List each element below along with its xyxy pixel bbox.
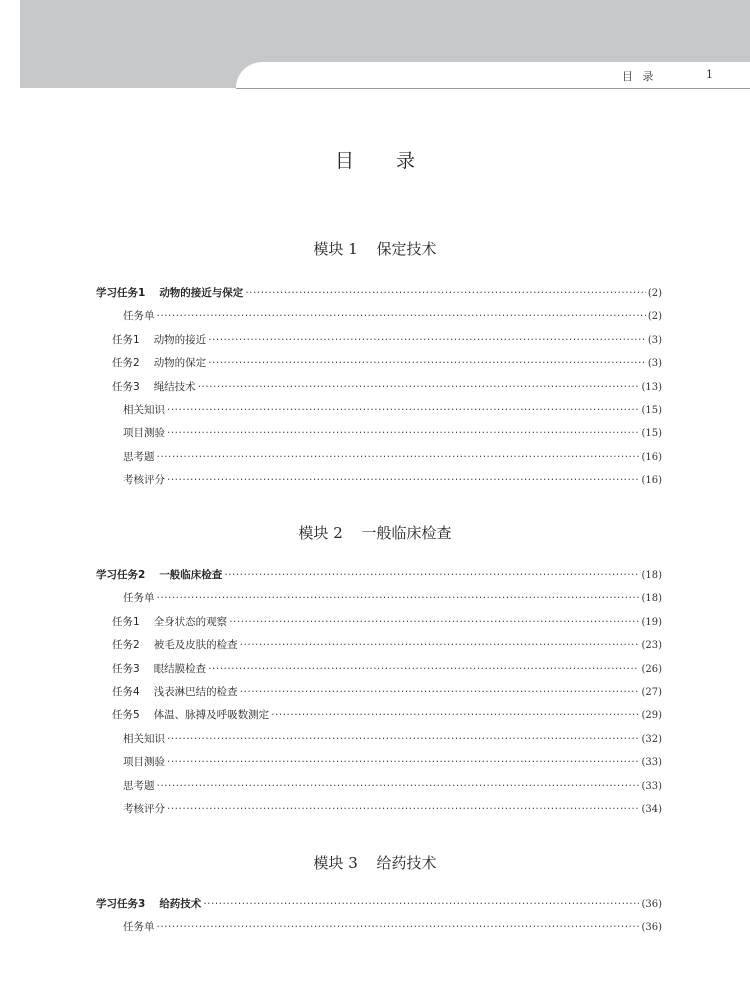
toc-module-1 (96, 285, 662, 496)
toc-entry-text: 考核评分 (123, 474, 165, 487)
dot-leader (157, 451, 640, 463)
toc-entry-page: (32) (641, 733, 662, 745)
toc-entry-page: (29) (641, 710, 662, 722)
toc-entry-page: (3) (647, 358, 662, 370)
dot-leader (203, 898, 639, 910)
toc-entry (96, 614, 662, 637)
header-rule (236, 88, 750, 89)
toc-entry (96, 896, 662, 919)
toc-entry (96, 919, 662, 942)
toc-entry-text: 任务单 (123, 310, 155, 323)
toc-entry-text: 浅表淋巴结的检查 (153, 685, 238, 698)
toc-entry-text: 绳结技术 (153, 380, 196, 393)
toc-entry-page: (15) (641, 428, 662, 440)
toc-entry-label: 任务2 (112, 357, 140, 370)
dot-leader (229, 616, 639, 628)
toc-module-2 (96, 567, 662, 824)
toc-entry-text: 一般临床检查 (159, 569, 223, 581)
module-name: 给药技术 (376, 854, 437, 872)
toc-entry (96, 332, 662, 355)
dot-leader (167, 404, 639, 416)
toc-entry-title (112, 614, 227, 629)
dot-leader (208, 357, 646, 369)
dot-leader (240, 639, 640, 651)
toc-entry-title (123, 425, 165, 440)
toc-entry-label: 任务4 (112, 685, 140, 698)
module-label: 模块 (298, 524, 329, 542)
toc-entry-text: 任务单 (123, 921, 155, 934)
dot-leader (224, 569, 639, 581)
toc-entry-text: 项目测验 (123, 427, 165, 440)
toc-entry (96, 567, 662, 590)
toc-entry-page: (2) (647, 288, 662, 299)
toc-entry-label: 学习任务2 (96, 569, 146, 581)
dot-leader (167, 474, 639, 486)
dot-leader (208, 663, 639, 675)
toc-entry-text: 动物的保定 (153, 357, 207, 370)
toc-entry-page: (33) (641, 757, 662, 769)
toc-entry (96, 801, 662, 824)
module-number: 3 (348, 854, 358, 872)
toc-entry-page: (23) (641, 640, 662, 652)
toc-entry (96, 707, 662, 730)
dot-leader (240, 686, 640, 698)
toc-entry-text: 任务单 (123, 592, 155, 605)
toc-entry (96, 590, 662, 613)
toc-entry-text: 思考题 (123, 450, 155, 463)
toc-entry-text: 眼结膜检查 (153, 662, 207, 675)
module-label: 模块 (313, 240, 344, 258)
toc-entry-title (112, 707, 269, 722)
toc-entry-page: (36) (641, 899, 662, 910)
dot-leader (271, 709, 639, 721)
toc-entry-page: (15) (641, 404, 662, 416)
dot-leader (167, 756, 639, 768)
toc-entry-title (96, 567, 222, 582)
toc-entry-label: 任务1 (112, 615, 140, 628)
module-number: 2 (333, 524, 343, 542)
toc-entry-page: (26) (641, 663, 662, 675)
toc-entry-text: 动物的接近 (153, 333, 207, 346)
toc-entry (96, 285, 662, 308)
toc-entry-page: (16) (641, 451, 662, 463)
toc-entry-text: 相关知识 (123, 403, 165, 416)
toc-entry (96, 754, 662, 777)
toc-entry-title (123, 472, 165, 487)
toc-entry-title (123, 308, 155, 323)
toc-entry-page: (18) (641, 593, 662, 605)
toc-entry (96, 778, 662, 801)
toc-entry (96, 449, 662, 472)
toc-entry-title (123, 754, 165, 769)
toc-entry-page: (36) (641, 922, 662, 934)
module-name: 一般临床检查 (361, 524, 452, 542)
toc-entry-text: 考核评分 (123, 802, 165, 815)
dot-leader (208, 334, 646, 346)
module-label: 模块 (313, 854, 344, 872)
toc-module-3 (96, 896, 662, 943)
dot-leader (198, 381, 640, 393)
module-heading-1 (0, 238, 750, 259)
toc-entry-label: 任务5 (112, 709, 140, 722)
toc-entry-text: 项目测验 (123, 756, 165, 769)
running-header-title: 目 录 (622, 70, 657, 83)
toc-entry-text: 被毛及皮肤的检查 (153, 639, 238, 652)
toc-entry-title (96, 896, 201, 911)
toc-entry-text: 思考题 (123, 779, 155, 792)
toc-entry-text: 体温、脉搏及呼吸数测定 (153, 709, 270, 722)
toc-entry (96, 355, 662, 378)
toc-entry-text: 相关知识 (123, 732, 165, 745)
toc-entry-title (123, 778, 155, 793)
toc-entry-title (123, 801, 165, 816)
toc-entry-title (123, 731, 165, 746)
page-title: 目 录 (334, 150, 434, 172)
toc-entry-page: (19) (641, 616, 662, 628)
toc-entry-title (96, 285, 243, 300)
running-header-page-number: 1 (706, 68, 713, 81)
toc-entry-title (112, 637, 238, 652)
dot-leader (157, 592, 640, 604)
toc-entry-page: (18) (641, 570, 662, 581)
toc-entry-title (123, 590, 155, 605)
toc-entry (96, 425, 662, 448)
dot-leader (167, 733, 639, 745)
toc-entry (96, 472, 662, 495)
dot-leader (157, 780, 640, 792)
toc-entry-page: (27) (641, 686, 662, 698)
module-heading-3 (0, 852, 750, 873)
toc-entry-text: 全身状态的观察 (153, 615, 228, 628)
toc-entry-page: (2) (647, 311, 662, 323)
toc-entry-label: 学习任务3 (96, 898, 146, 910)
toc-entry-text: 给药技术 (159, 898, 202, 910)
toc-entry (96, 379, 662, 402)
toc-entry (96, 402, 662, 425)
toc-entry-title (112, 684, 238, 699)
toc-entry-label: 学习任务1 (96, 287, 146, 299)
header-tab (236, 62, 750, 88)
dot-leader (157, 310, 646, 322)
dot-leader (157, 921, 640, 933)
module-heading-2 (0, 522, 750, 543)
toc-entry-label: 任务3 (112, 380, 140, 393)
toc-entry-title (123, 919, 155, 934)
toc-entry-page: (16) (641, 475, 662, 487)
toc-entry-title (112, 355, 206, 370)
toc-entry-page: (33) (641, 780, 662, 792)
dot-leader (245, 287, 646, 299)
toc-entry (96, 731, 662, 754)
toc-entry-title (123, 449, 155, 464)
module-name: 保定技术 (376, 240, 437, 258)
dot-leader (167, 803, 639, 815)
toc-entry (96, 684, 662, 707)
toc-entry-title (112, 379, 196, 394)
toc-entry (96, 661, 662, 684)
toc-entry-label: 任务2 (112, 639, 140, 652)
toc-entry (96, 308, 662, 331)
toc-entry-page: (34) (641, 803, 662, 815)
toc-entry-title (112, 332, 206, 347)
toc-entry-title (123, 402, 165, 417)
dot-leader (167, 427, 639, 439)
toc-entry-text: 动物的接近与保定 (159, 287, 244, 299)
toc-entry-page: (13) (641, 381, 662, 393)
module-number: 1 (348, 240, 358, 258)
toc-entry (96, 637, 662, 660)
toc-entry-title (112, 661, 206, 676)
toc-entry-page: (3) (647, 334, 662, 346)
toc-entry-label: 任务3 (112, 662, 140, 675)
toc-entry-label: 任务1 (112, 333, 140, 346)
